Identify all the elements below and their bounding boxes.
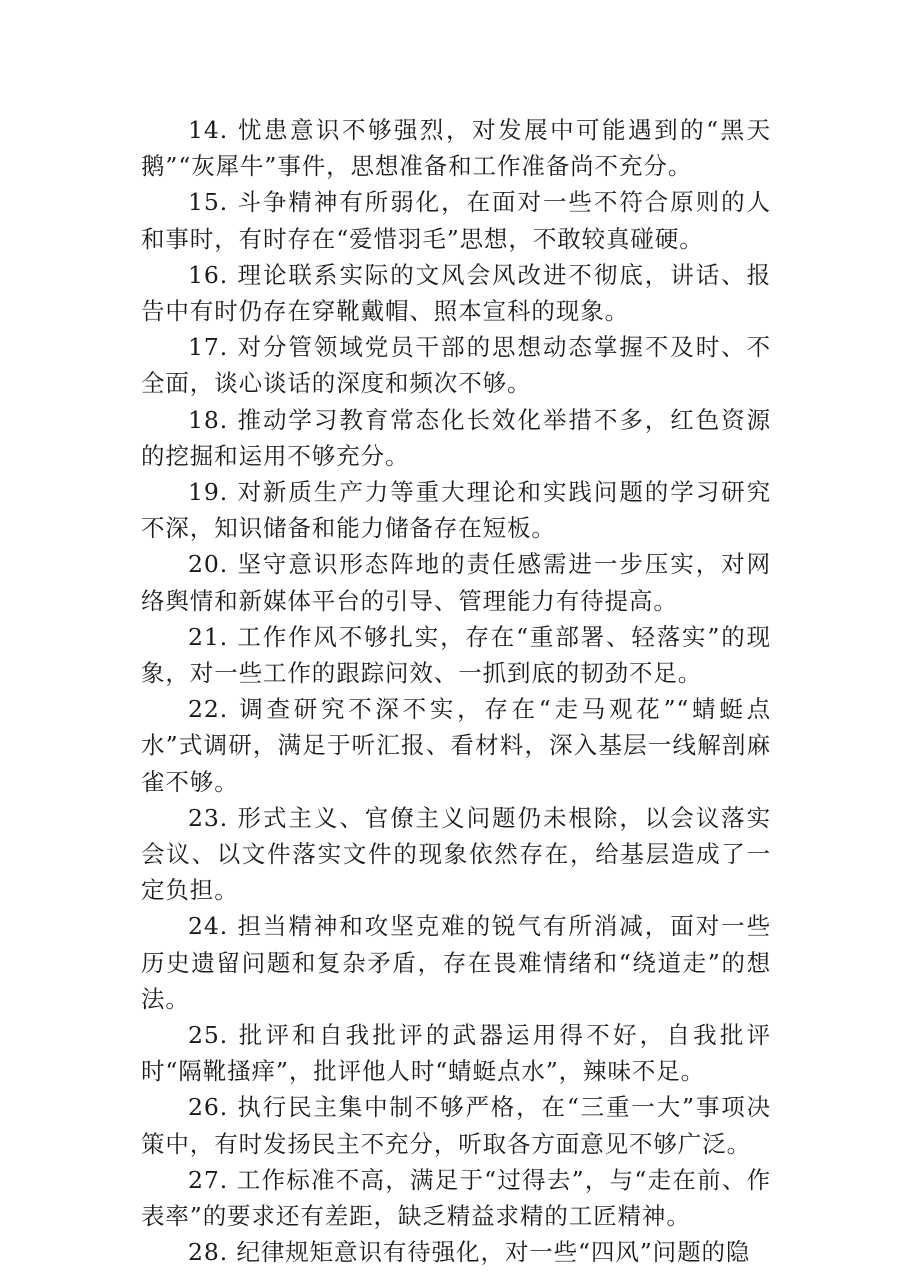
- paragraph-item-17: 17. 对分管领域党员干部的思想动态掌握不及时、不全面，谈心谈话的深度和频次不够。: [141, 333, 771, 398]
- document-body: [141, 112, 771, 1271]
- paragraph-item-15: 15. 斗争精神有所弱化，在面对一些不符合原则的人和事时，有时存在“爱惜羽毛”思想，不敢较真碰硬。: [141, 188, 771, 253]
- paragraph-item-24: 24. 担当精神和攻坚克难的锐气有所消减，面对一些历史遗留问题和复杂矛盾，存在畏难情绪和“绕道走”的想法。: [141, 912, 771, 1013]
- paragraph-item-14: 14. 忧患意识不够强烈，对发展中可能遇到的“黑天鹅”“灰犀牛”事件，思想准备和工作准备尚不充分。: [141, 116, 771, 181]
- paragraph-item-26: 26. 执行民主集中制不够严格，在“三重一大”事项决策中，有时发扬民主不充分，听取各方面意见不够广泛。: [141, 1093, 771, 1158]
- paragraph-item-18: 18. 推动学习教育常态化长效化举措不多，红色资源的挖掘和运用不够充分。: [141, 405, 771, 470]
- paragraph-item-16: 16. 理论联系实际的文风会风改进不彻底，讲话、报告中有时仍存在穿靴戴帽、照本宣科的现象。: [141, 260, 771, 326]
- paragraph-item-25: 25. 批评和自我批评的武器运用得不好，自我批评时“隔靴搔痒”，批评他人时“蜻蜓点水”，辣味不足。: [141, 1021, 771, 1086]
- paragraph-item-21: 21. 工作作风不够扎实，存在“重部署、轻落实”的现象，对一些工作的跟踪问效、一抓到底的韧劲不足。: [141, 622, 771, 688]
- paragraph-item-28: 28. 纪律规矩意识有待强化，对一些“四风”问题的隐: [188, 1238, 751, 1267]
- paragraph-item-22: 22. 调查研究不深不实，存在“走马观花”“蜻蜓点水”式调研，满足于听汇报、看材料，深入基层一线解剖麻雀不够。: [141, 695, 771, 796]
- paragraph-item-19: 19. 对新质生产力等重大理论和实践问题的学习研究不深，知识储备和能力储备存在短板。: [141, 478, 771, 543]
- paragraph-item-20: 20. 坚守意识形态阵地的责任感需进一步压实，对网络舆情和新媒体平台的引导、管理能力有待提高。: [141, 550, 771, 615]
- paragraph-item-23: 23. 形式主义、官僚主义问题仍未根除，以会议落实会议、以文件落实文件的现象依然存在，给基层造成了一定负担。: [141, 803, 771, 905]
- paragraph-item-27: 27. 工作标准不高，满足于“过得去”，与“走在前、作表率”的要求还有差距，缺乏精益求精的工匠精神。: [141, 1165, 771, 1231]
